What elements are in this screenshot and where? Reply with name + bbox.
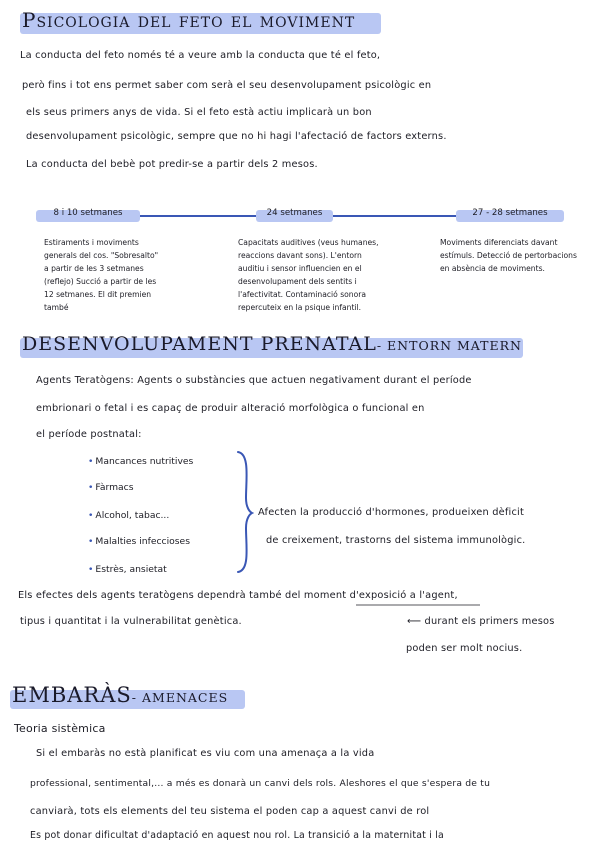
paragraph-line: canviarà, tots els elements del teu sistema el poden cap a aquest canvi de rol [30,806,430,817]
section-title-psicologia: Psicologia del feto el moviment [22,8,356,32]
teratogen-bullet: • Malalties infeccioses [88,536,190,547]
paragraph-line: tipus i quantitat i la vulnerabilitat genètica. [20,616,242,627]
section-title-embaras [12,683,228,707]
paragraph-line: desenvolupament psicològic, sempre que no hi hagi l'afectació de factors externs. [26,131,447,142]
paragraph-line: Si el embaràs no està planificat es viu com una amenaça a la vida [36,748,375,759]
paragraph-line: La conducta del bebè pot predir-se a partir dels 2 mesos. [26,159,318,170]
teratogen-bullet: • Estrès, ansietat [88,564,167,575]
teratogen-bullet: • Mancances nutritives [88,456,193,467]
timeline-stage-text: Estiraments i moviments generals del cos. "Sobresalto" a partir de les 3 setmanes (reflejo) Succió a partir de les 12 setmanes. El dit premien també [44,238,159,312]
section-title-main: DESENVOLUPAMENT PRENATAL [22,333,377,355]
paragraph-line: professional, sentimental,... a més es donarà un canvi dels rols. Aleshores el que s'espera de tu [30,778,491,789]
timeline-stage-text: Moviments diferenciats davant estímuls. Detecció de pertorbacions en absència de moviments. [440,238,577,273]
section-title-sub: - ENTORN MATERN [376,338,522,353]
section-title-sub: - AMENACES [131,690,229,705]
subheading: Teoria sistèmica [14,722,106,735]
paragraph-line: els seus primers anys de vida. Si el feto està actiu implicarà un bon [26,107,372,118]
section-title-main: EMBARÀS [12,683,132,707]
paragraph-line: Els efectes dels agents teratògens dependrà també del moment d'exposició a l'agent, [18,590,458,601]
timeline-label-24: 24 setmanes [266,208,323,218]
timeline-label-27-28: 27 - 28 setmanes [472,208,548,218]
timeline-label-8-10: 8 i 10 setmanes [53,208,123,218]
paragraph-line: però fins i tot ens permet saber com serà el seu desenvolupament psicològic en [22,80,432,91]
side-note-line: ⟵ durant els primers mesos [407,616,555,627]
paragraph-line: embrionari o fetal i es capaç de produir alteració morfològica o funcional en [36,403,425,414]
paragraph-line: Agents Teratògens: Agents o substàncies que actuen negativament durant el període [36,375,472,386]
teratogen-bullet: • Fàrmacs [88,482,134,493]
curly-brace-icon [232,450,254,574]
timeline-line [333,215,456,217]
paragraph-line: Es pot donar dificultat d'adaptació en aquest nou rol. La transició a la maternitat i la [30,830,444,841]
timeline-line [140,215,256,217]
brace-effect-line: Afecten la producció d'hormones, produeixen dèficit [258,507,524,518]
underline-mark [356,603,480,607]
side-note-line: poden ser molt nocius. [406,643,523,654]
timeline-stage-text: Capacitats auditives (veus humanes, reaccions davant sons). L'entorn auditiu i sensor influencien en el desenvolupament dels sentits i l'afectivitat. Contaminació sonora repercuteix en la psique infantil. [238,238,379,312]
section-title-desenvolupament [22,333,522,355]
teratogen-bullet: • Alcohol, tabac... [88,510,169,521]
paragraph-line: el període postnatal: [36,429,142,440]
brace-effect-line: de creixement, trastorns del sistema immunològic. [266,535,526,546]
paragraph-line: La conducta del feto només té a veure amb la conducta que té el feto, [20,50,381,61]
